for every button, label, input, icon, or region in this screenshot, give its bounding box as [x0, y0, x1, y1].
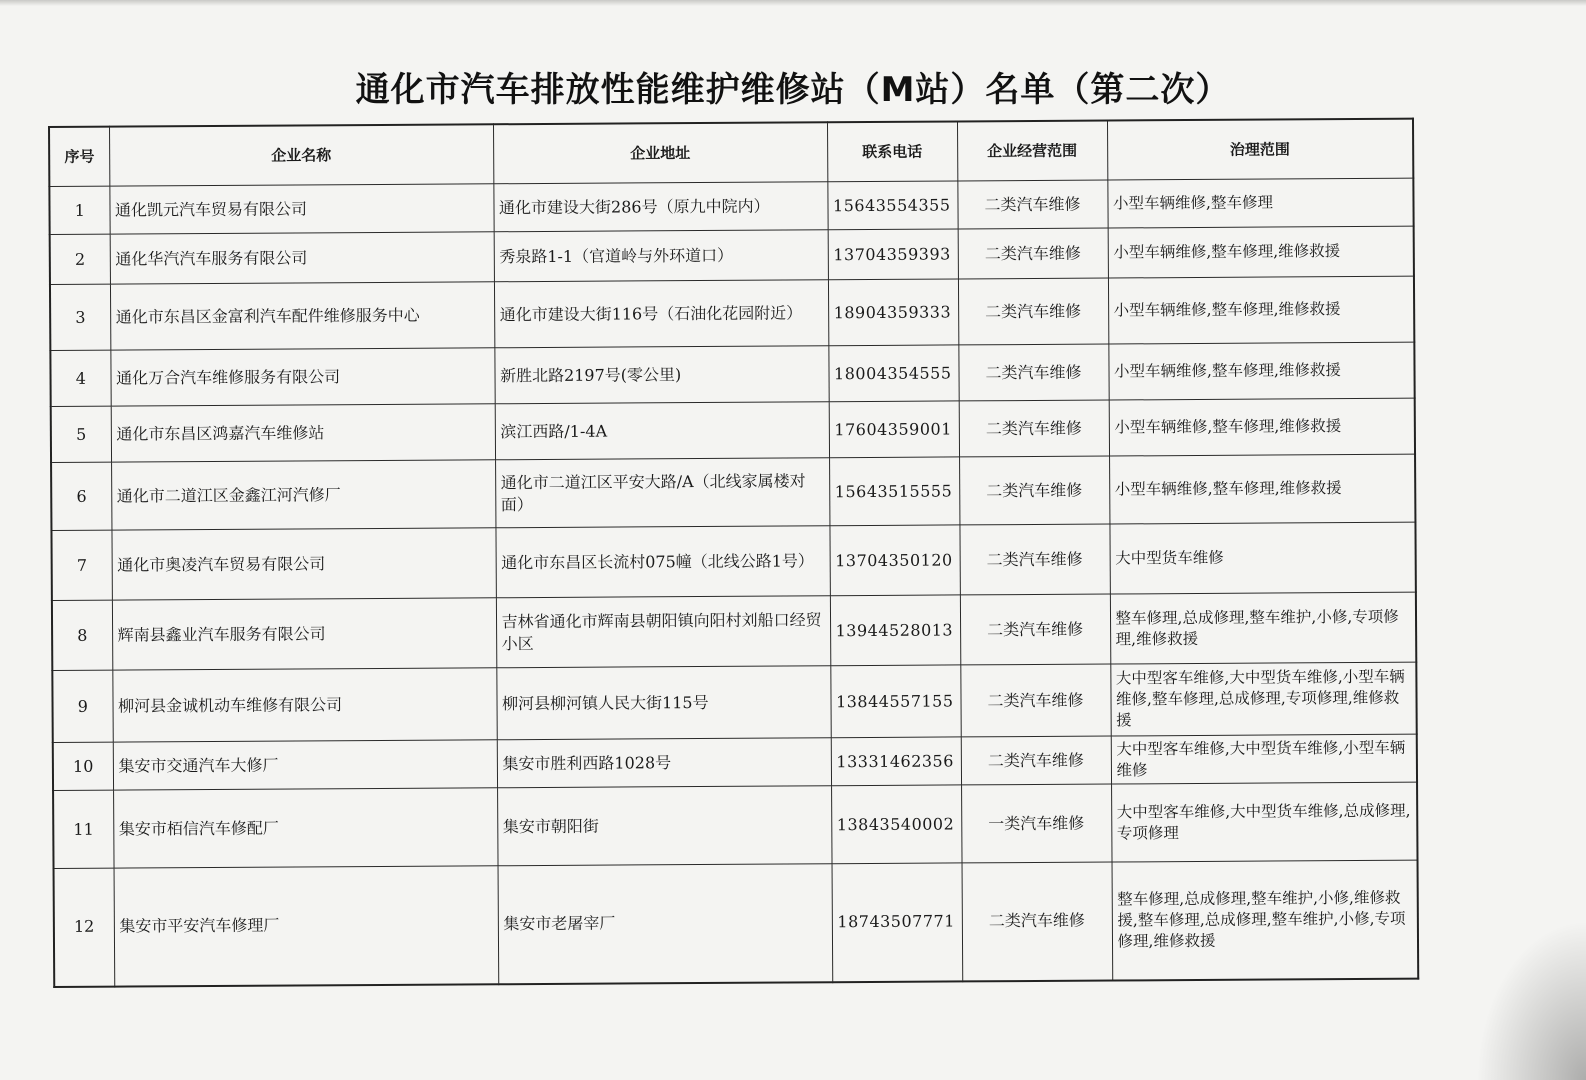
cell-no: 5	[51, 406, 111, 462]
cell-no: 1	[49, 186, 109, 234]
cell-governance: 小型车辆维修,整车修理,维修救援	[1108, 226, 1414, 278]
table-row	[50, 342, 1414, 406]
table-row	[52, 592, 1416, 670]
cell-scope: 二类汽车维修	[959, 524, 1109, 595]
cell-governance: 整车修理,总成修理,整车维护,小修,维修救援,整车修理,总成修理,整车维护,小修,专项修理,维修救援	[1112, 860, 1419, 980]
table-sheet	[48, 118, 1419, 988]
cell-address: 集安市胜利西路1028号	[497, 738, 831, 788]
cell-name: 通化市东昌区金富利汽车配件维修服务中心	[110, 282, 494, 350]
header-scope: 企业经营范围	[957, 121, 1107, 181]
cell-no: 3	[50, 284, 110, 350]
table-row	[53, 782, 1417, 868]
cell-governance: 小型车辆维修,整车修理,维修救援	[1109, 398, 1415, 456]
table-row	[50, 226, 1414, 284]
cell-name: 通化万合汽车维修服务有限公司	[110, 348, 494, 406]
header-phone: 联系电话	[827, 121, 957, 181]
cell-scope: 二类汽车维修	[958, 344, 1108, 401]
table-row	[51, 522, 1415, 600]
cell-phone: 17604359001	[829, 401, 959, 458]
cell-phone: 13704350120	[829, 525, 959, 596]
cell-address: 通化市建设大街286号（原九中院内）	[493, 182, 827, 232]
cell-scope: 二类汽车维修	[962, 862, 1113, 981]
cell-scope: 一类汽车维修	[961, 784, 1111, 863]
cell-governance: 小型车辆维修,整车修理,维修救援	[1108, 342, 1414, 400]
cell-name: 通化凯元汽车贸易有限公司	[109, 184, 493, 234]
table-header-row	[49, 119, 1413, 187]
cell-no: 8	[52, 600, 112, 670]
cell-no: 6	[51, 462, 111, 530]
cell-phone: 13944528013	[830, 595, 960, 666]
table-row	[52, 662, 1416, 742]
table-row	[54, 860, 1419, 986]
page-top-edge	[0, 0, 1586, 6]
cell-no: 11	[53, 790, 113, 868]
header-address: 企业地址	[493, 122, 827, 184]
header-name: 企业名称	[109, 124, 493, 186]
cell-no: 7	[51, 530, 111, 600]
cell-name: 柳河县金诚机动车维修有限公司	[112, 668, 496, 742]
cell-phone: 15643554355	[827, 181, 957, 230]
cell-address: 柳河县柳河镇人民大街115号	[496, 666, 830, 740]
photo-shadow	[1476, 920, 1586, 1080]
cell-address: 秀泉路1-1（官道岭与外环道口）	[494, 230, 828, 282]
cell-address: 通化市东昌区长流村075幢（北线公路1号）	[495, 526, 829, 598]
cell-scope: 二类汽车维修	[958, 228, 1108, 279]
table-row	[51, 454, 1415, 530]
cell-no: 12	[54, 868, 115, 986]
cell-scope: 二类汽车维修	[959, 456, 1109, 525]
cell-no: 4	[50, 350, 110, 406]
cell-phone: 13844557155	[830, 665, 960, 738]
cell-name: 集安市平安汽车修理厂	[114, 866, 499, 986]
cell-name: 通化市二道江区金鑫江河汽修厂	[111, 460, 495, 530]
cell-address: 通化市建设大街116号（石油化花园附近）	[494, 280, 828, 348]
cell-name: 通化华汽汽车服务有限公司	[110, 232, 494, 284]
cell-address: 集安市老屠宰厂	[498, 864, 833, 984]
cell-phone: 13704359393	[828, 229, 958, 280]
cell-phone: 18904359333	[828, 279, 958, 346]
header-no: 序号	[49, 127, 109, 187]
cell-scope: 二类汽车维修	[960, 664, 1110, 737]
cell-governance: 小型车辆维修,整车修理,维修救援	[1108, 276, 1414, 344]
cell-governance: 大中型客车维修,大中型货车维修,小型车辆维修,整车修理,总成修理,专项修理,维修救援	[1110, 662, 1416, 736]
cell-scope: 二类汽车维修	[957, 180, 1107, 229]
cell-governance: 大中型货车维修	[1109, 522, 1415, 594]
document-title: 通化市汽车排放性能维护维修站（M站）名单（第二次）	[355, 70, 1231, 110]
cell-address: 吉林省通化市辉南县朝阳镇向阳村刘船口经贸小区	[496, 596, 830, 668]
cell-governance: 整车修理,总成修理,整车维护,小修,专项修理,维修救援	[1110, 592, 1416, 664]
cell-scope: 二类汽车维修	[960, 594, 1110, 665]
header-governance: 治理范围	[1107, 119, 1413, 180]
cell-no: 9	[52, 670, 112, 742]
table-row	[51, 398, 1415, 462]
cell-phone: 13331462356	[831, 737, 961, 786]
cell-address: 滨江西路/1-4A	[495, 402, 829, 460]
cell-phone: 15643515555	[829, 457, 959, 526]
cell-address: 通化市二道江区平安大路/A（北线家属楼对面）	[495, 458, 829, 528]
table-row	[50, 276, 1414, 350]
cell-scope: 二类汽车维修	[959, 400, 1109, 457]
cell-phone: 13843540002	[831, 785, 961, 864]
cell-governance: 小型车辆维修,整车修理	[1107, 178, 1413, 228]
cell-governance: 大中型客车维修,大中型货车维修,总成修理,专项修理	[1111, 782, 1417, 862]
cell-address: 新胜北路2197号(零公里)	[494, 346, 828, 404]
table-row	[49, 178, 1413, 234]
station-table	[48, 118, 1419, 988]
cell-no: 10	[53, 742, 113, 790]
cell-address: 集安市朝阳街	[497, 786, 831, 866]
cell-scope: 二类汽车维修	[958, 278, 1108, 345]
cell-name: 通化市东昌区鸿嘉汽车维修站	[111, 404, 495, 462]
cell-phone: 18743507771	[832, 863, 963, 982]
cell-governance: 大中型客车维修,大中型货车维修,小型车辆维修	[1111, 734, 1417, 784]
cell-scope: 二类汽车维修	[961, 736, 1111, 785]
cell-name: 集安市交通汽车大修厂	[113, 740, 497, 790]
cell-phone: 18004354555	[828, 345, 958, 402]
cell-name: 辉南县鑫业汽车服务有限公司	[112, 598, 496, 670]
cell-governance: 小型车辆维修,整车修理,维修救援	[1109, 454, 1415, 524]
table-row	[53, 734, 1417, 790]
cell-name: 通化市奥凌汽车贸易有限公司	[111, 528, 495, 600]
cell-no: 2	[50, 234, 110, 284]
cell-name: 集安市栢信汽车修配厂	[113, 788, 497, 868]
